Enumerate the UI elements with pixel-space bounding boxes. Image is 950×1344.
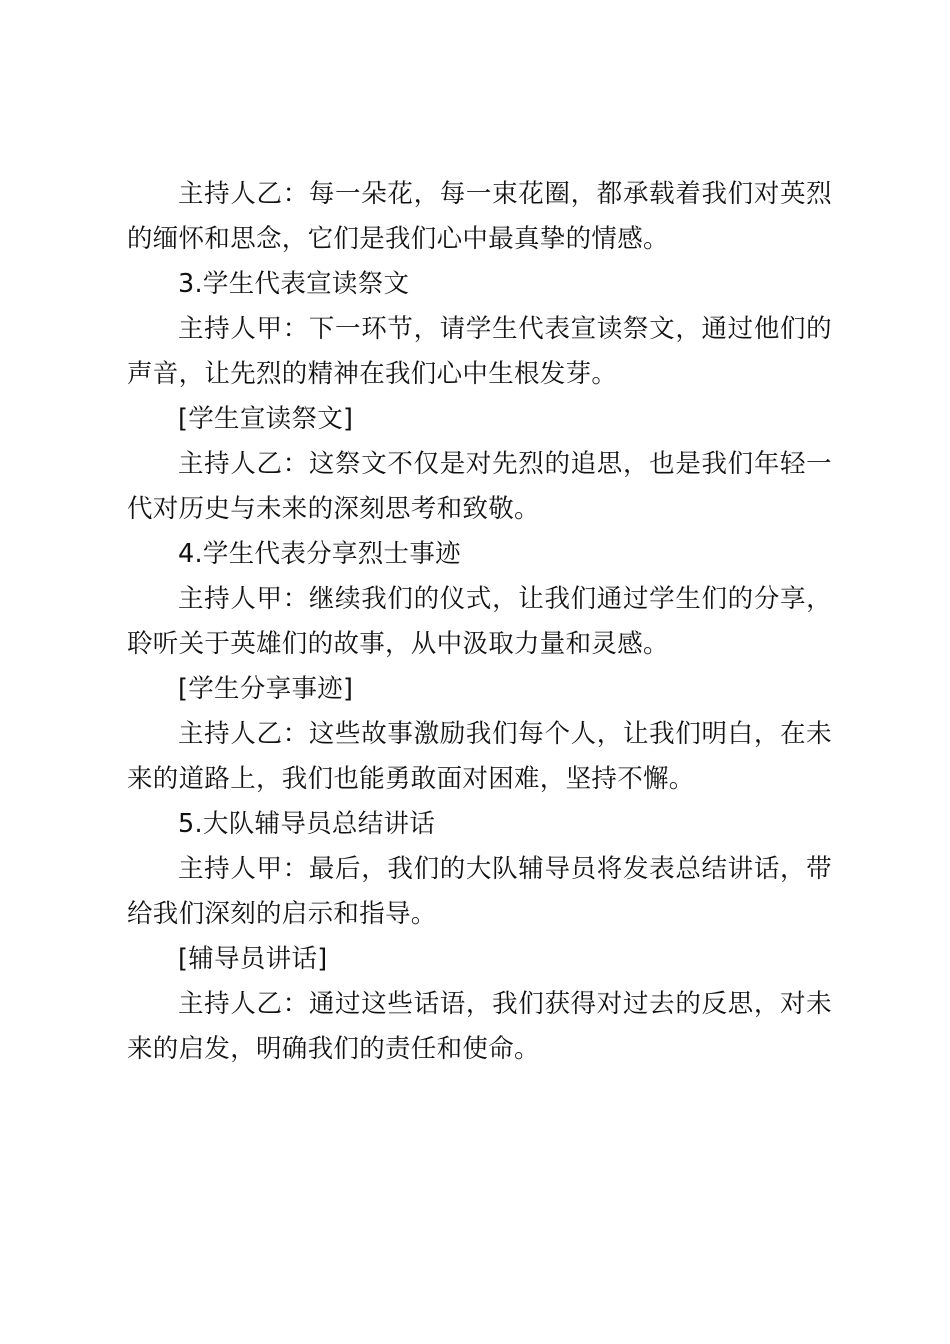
section-heading: 5.大队辅导员总结讲话 (178, 809, 436, 839)
host-b-paragraph: 主持人乙：这些故事激励我们每个人，让我们明白，在未来的道路上，我们也能勇敢面对困难，坚持不懈。 (127, 719, 832, 794)
document-body (127, 172, 832, 1072)
stage-direction: [学生宣读祭文] (178, 404, 354, 434)
stage-direction: [学生分享事迹] (178, 674, 354, 704)
section-heading: 4.学生代表分享烈士事迹 (178, 539, 461, 569)
section-heading: 3.学生代表宣读祭文 (178, 269, 410, 299)
host-a-paragraph: 主持人甲：继续我们的仪式，让我们通过学生们的分享，聆听关于英雄们的故事，从中汲取力量和灵感。 (127, 584, 832, 659)
host-b-paragraph: 主持人乙：每一朵花，每一束花圈，都承载着我们对英烈的缅怀和思念，它们是我们心中最真挚的情感。 (127, 179, 832, 254)
host-a-paragraph: 主持人甲：最后，我们的大队辅导员将发表总结讲话，带给我们深刻的启示和指导。 (127, 854, 832, 929)
host-b-paragraph: 主持人乙：这祭文不仅是对先烈的追思，也是我们年轻一代对历史与未来的深刻思考和致敬。 (127, 449, 832, 524)
host-a-paragraph: 主持人甲：下一环节，请学生代表宣读祭文，通过他们的声音，让先烈的精神在我们心中生根发芽。 (127, 314, 832, 389)
stage-direction: [辅导员讲话] (178, 944, 328, 974)
host-b-paragraph: 主持人乙：通过这些话语，我们获得对过去的反思，对未来的启发，明确我们的责任和使命。 (127, 989, 832, 1064)
